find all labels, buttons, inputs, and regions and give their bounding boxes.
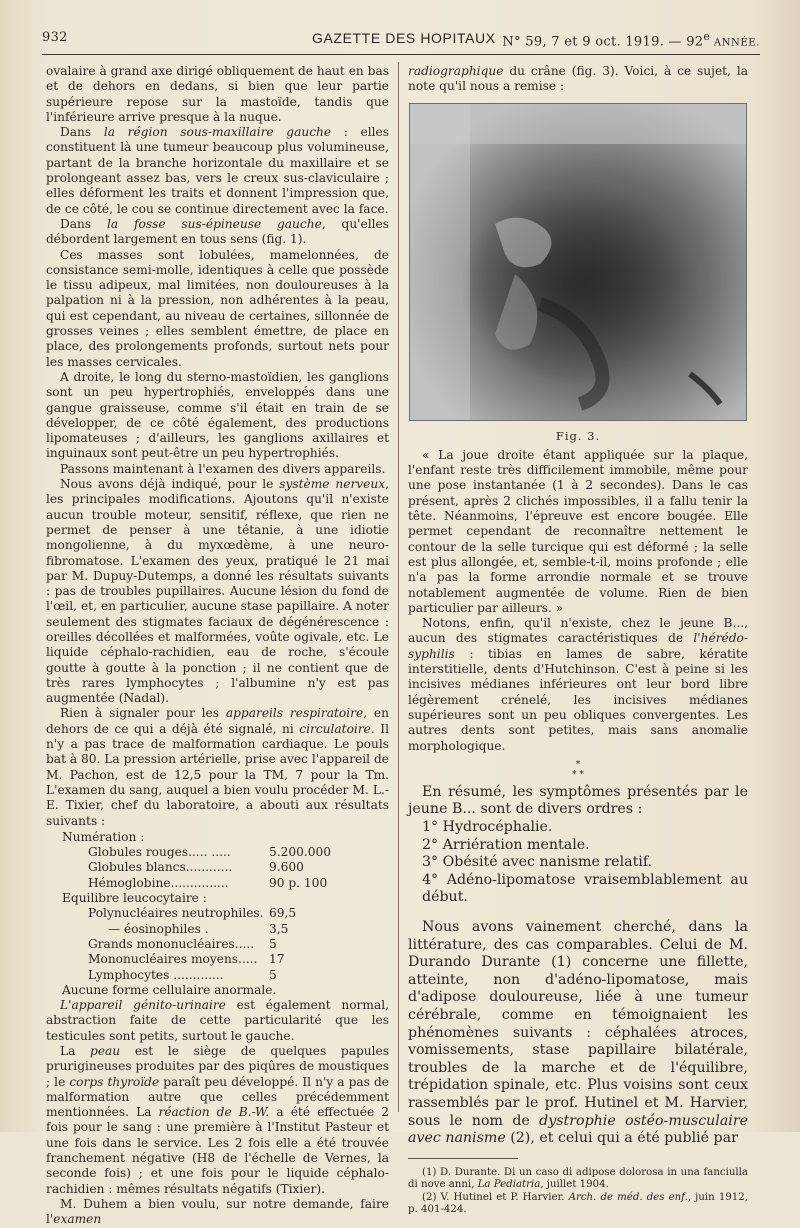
issue-sup: e xyxy=(703,30,711,43)
running-header xyxy=(42,28,760,50)
paragraph: Nous avons déjà indiqué, pour le système nerveux, les principales modifications. Ajoutons qu'il n'existe aucun trouble moteur, sensitif, réflexe, que rien ne permet de penser à une tétanie, à une idiotie mongolienne, à du myxœdème, à une neuro-fibromatose. L'examen des yeux, pratiqué le 21 mai par M. Dupuy-Dutemps, a donné les résultats suivants : pas de troubles pupillaires. Aucune lésion du fond de l'œil, et, en particulier, aucune stase papillaire. A noter seulement des stigmates faciaux de dégénérescence : oreilles décollées et malformées, voûte ogivale, etc. Le liquide céphalo-rachidien, eau de roche, s'écoule goutte à goutte à la ponction ; il ne contient que de très rares lymphocytes ; l'albumine n'y est pas augmentée (Nadal). xyxy=(46,477,389,706)
summary-item: 4° Adéno-lipomatose vraisemblablement au début. xyxy=(422,871,748,906)
leuco-row: Grands mononucléaires..... 5 xyxy=(88,936,277,951)
leuco-row: Polynucléaires neutrophiles. 69,5 xyxy=(88,906,297,921)
header-rule xyxy=(42,54,760,55)
footnotes xyxy=(408,1167,748,1217)
radiograph-figure xyxy=(409,103,747,421)
paragraph: Passons maintenant à l'examen des divers appareils. xyxy=(60,461,386,476)
paragraph: La peau est le siège de quelques papules prurigineuses produites par des piqûres de moustiques ; le corps thyroïde paraît peu développé. Il n'y a pas de malformation autre que celles précédemment mentionnées. La réaction de B.-W. a été effectuée 2 fois pour le sang : une première à l'Institut Pasteur et une fois dans le service. Les 2 fois elle a été trouvée franchement négative (H8 de l'échelle de Vernes, la seconde fois) ; et une fois pour le liquide céphalo-rachidien : mêmes résultats négatifs (Tixier). xyxy=(46,1044,390,1196)
blood-row: Globules rouges..... ..... 5.200.000 xyxy=(88,845,332,860)
equilibre-label: Equilibre leucocytaire : xyxy=(62,891,207,906)
footnote-rule xyxy=(408,1158,518,1159)
paragraph: « La joue droite étant appliquée sur la plaque, l'enfant reste très difficilement immobile, même pour une pose instantanée (1 à 2 secondes). Dans le cas présent, après 2 clichés impossibles, il a fallu tenir la tête. Néanmoins, l'épreuve est encore bougée. Elle permet cependant de reconnaître nettement le contour de la selle turcique qui est déformé ; la selle est plus allongée, et, semble-t-il, moins profonde ; elle n'a pas la forme arrondie normale et se trouve notablement augmentée de volume. Rien de bien particulier par ailleurs. » xyxy=(408,447,748,615)
paragraph: Rien à signaler pour les appareils respiratoire, en dehors de ce qui a déjà été signalé, ni circulatoire. Il n'y a pas trace de malformation cardiaque. Le pouls bat à 80. La pression artérielle, prise avec l'appareil de M. Pachon, est de 12,5 pour la TM, 7 pour la Tm. L'examen du sang, auquel a bien voulu procéder M. L.-E. Tixier, chef du laboratoire, a abouti aux résultats suivants : xyxy=(46,706,389,828)
leuco-row: — éosinophiles . 3,5 xyxy=(108,921,289,936)
paragraph: Ces masses sont lobulées, mamelonnées, de consistance semi-molle, identiques à celle que possède le tissu adipeux, mal limitées, non douloureuses à la palpation ni à la pression, non adhérentes à la peau, qui est cependant, au niveau de certaines, sillonnée de grosses veines ; elles semblent émettre, de place en place, des prolongements profonds, surtout nets pour les masses cervicales. xyxy=(46,247,389,369)
journal-title: GAZETTE DES HOPITAUX xyxy=(312,30,496,46)
blood-row: Globules blancs............ 9.600 xyxy=(88,860,304,875)
summary-item: 1° Hydrocéphalie. xyxy=(422,819,553,836)
radiograph-image xyxy=(410,104,746,420)
paragraph: Notons, enfin, qu'il n'existe, chez le jeune B..., aucun des stigmates caractéristiques de l'hérédo-syphilis : tibias en lames de sabre, kératite interstitielle, dents d'Hutchinson. C'est à peine si les incisives médianes inférieures ont leur bord libre légèrement crénelé, les incisives médianes supérieures sont un peu obliques convergentes. Les autres dents sont petites, mais sans anomalie morphologique. xyxy=(408,616,748,753)
summary-intro: En résumé, les symptômes présentés par le jeune B... sont de divers ordres : xyxy=(408,783,748,818)
paragraph: M. Duhem a bien voulu, sur notre demande, faire l'examen xyxy=(46,1196,389,1227)
paragraph: radiographique du crâne (fig. 3). Voici, à ce sujet, la note qu'il nous a remise : xyxy=(408,64,748,94)
left-column xyxy=(46,64,389,1228)
issue-main: N° 59, 7 et 9 oct. 1919. — 92 xyxy=(502,34,704,50)
summary-section xyxy=(408,784,748,1148)
page-number: 932 xyxy=(42,30,68,45)
paragraph: L'appareil génito-urinaire est également normal, abstraction faite de cette particularité que les testicules sont petits, surtout le gauche. xyxy=(46,998,389,1043)
blood-row: Hémoglobine............... 90 p. 100 xyxy=(88,875,328,890)
paragraph: ovalaire à grand axe dirigé obliquement de haut en bas et de dehors en dedans, si bien que leur partie supérieure repose sur la mastoïde, tandis que l'inférieure arrive presque à la nuque. xyxy=(46,64,389,124)
paragraph: Dans la région sous-maxillaire gauche : elles constituent là une tumeur beaucoup plus volumineuse, partant de la branche horizontale du maxillaire et se prolongeant assez bas, vers le creux sus-claviculaire ; elles déforment les traits et donnent l'impression que, de ce côté, le cou se continue directement avec la face. xyxy=(46,125,389,216)
column-separator xyxy=(398,62,399,1112)
leuco-row: Mononucléaires moyens..... 17 xyxy=(88,952,285,967)
conclusion-paragraph: Nous avons vainement cherché, dans la littérature, des cas comparables. Celui de M. Durando Durante (1) concerne une fillette, atteinte, non d'adéno-lipomatose, mais d'adipose douloureuse, liée à une tumeur cérébrale, comme en témoignaient les phénomènes suivants : céphalées atroces, vomissements, stase papillaire bilatérale, troubles de la marche et de l'équilibre, trépidation spinale, etc. Plus voisins sont ceux rassemblés par le prof. Hutinel et M. Harvier, sous le nom de dystrophie ostéo-musculaire avec nanisme (2), et celui qui a été publié par xyxy=(408,918,748,1147)
figure-caption: Fig. 3. xyxy=(555,428,601,443)
summary-item: 2° Arriération mentale. xyxy=(422,836,590,853)
leuco-row: Lymphocytes ............. 5 xyxy=(88,967,277,982)
summary-item: 3° Obésité avec nanisme relatif. xyxy=(422,854,653,871)
footnote: (1) D. Durante. Di un caso di adipose dolorosa in una fanciulla di nove anni, La Pediatria, juillet 1904. xyxy=(408,1166,748,1191)
section-asterism: * * * xyxy=(572,759,584,780)
paragraph: A droite, le long du sterno-mastoïdien, les ganglions sont un peu hypertrophiés, enveloppés dans une gangue graisseuse, comme s'il était en train de se développer, de ce côté également, des productions lipomateuses ; d'ailleurs, les ganglions axillaires et inguinaux sont peut-être un peu hypertrophiés. xyxy=(46,369,389,461)
blood-results xyxy=(46,830,389,998)
paragraph: Dans la fosse sus-épineuse gauche, qu'elles débordent largement en tous sens (fig. 1). xyxy=(46,216,389,247)
aucune-forme: Aucune forme cellulaire anormale. xyxy=(62,982,277,997)
issue-end: ANNÉE. xyxy=(710,37,760,49)
footnote: (2) V. Hutinel et P. Harvier. Arch. de méd. des enf., juin 1912, p. 401-424. xyxy=(408,1191,749,1216)
right-column xyxy=(408,64,748,1217)
issue-info xyxy=(502,30,760,49)
numeration-label: Numération : xyxy=(62,829,145,844)
